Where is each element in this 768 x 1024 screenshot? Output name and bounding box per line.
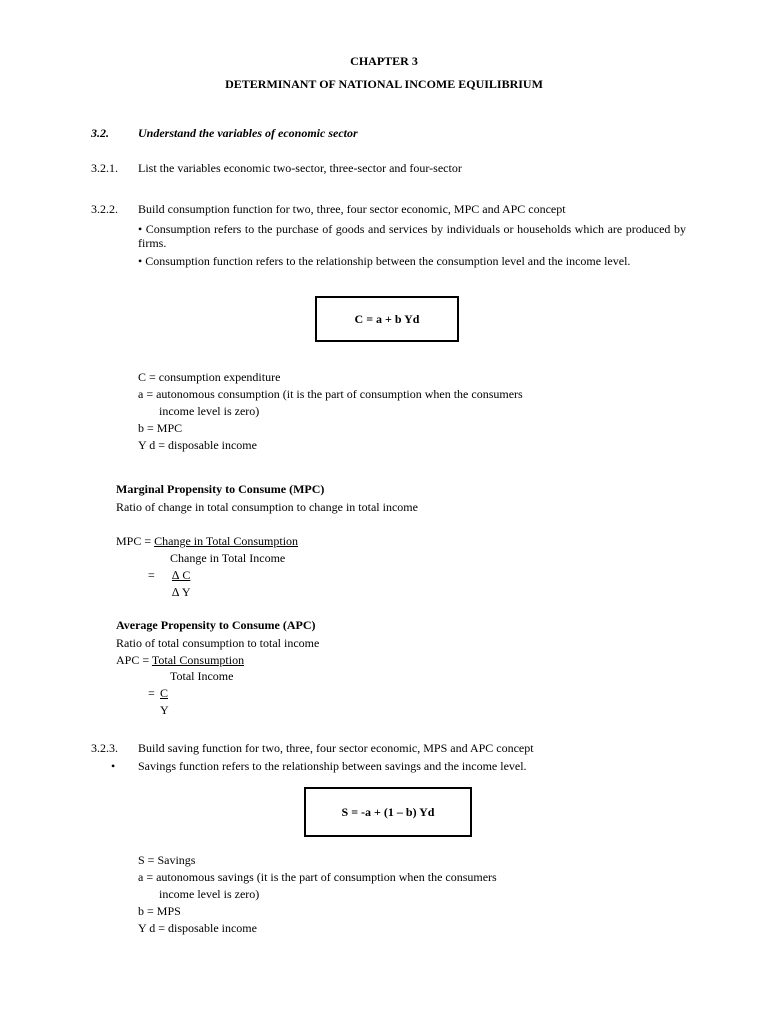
savings-def-yd: Y d = disposable income	[138, 921, 257, 935]
apc-eq-label: APC =	[116, 653, 152, 667]
mpc-delta-y: ∆ Y	[172, 585, 191, 599]
chapter-label: CHAPTER 3	[350, 54, 418, 68]
savings-bullet-text: Savings function refers to the relationship between savings and the income level.	[138, 759, 527, 773]
def-b: b = MPC	[138, 421, 183, 435]
mpc-denominator: Change in Total Income	[170, 551, 286, 565]
apc-description: Ratio of total consumption to total income	[116, 636, 320, 650]
section-title: Understand the variables of economic sector	[138, 126, 358, 140]
subsection-322-text: Build consumption function for two, three, four sector economic, MPC and APC concept	[138, 202, 566, 216]
savings-def-a-line1: a = autonomous savings (it is the part of consumption when the consumers	[138, 870, 497, 884]
mpc-heading: Marginal Propensity to Consume (MPC)	[116, 482, 325, 496]
subsection-321-number: 3.2.1.	[91, 161, 118, 175]
savings-formula: S = -a + (1 – b) Yd	[341, 804, 435, 819]
mpc-delta-c: ∆ C	[172, 568, 191, 582]
apc-equals: =	[148, 686, 155, 700]
apc-numerator: Total Consumption	[151, 653, 245, 667]
def-a-line2: income level is zero)	[159, 404, 260, 418]
apc-denominator: Total Income	[170, 669, 234, 683]
subsection-322-number: 3.2.2.	[91, 202, 118, 216]
subsection-321-text: List the variables economic two-sector, three-sector and four-sector	[138, 161, 462, 175]
chapter-title: DETERMINANT OF NATIONAL INCOME EQUILIBRIUM	[225, 77, 543, 91]
savings-def-s: S = Savings	[138, 853, 196, 867]
consumption-bullet-1: • Consumption refers to the purchase of goods and services by individuals or households which are produced by firms.	[138, 222, 686, 250]
mpc-equation	[116, 534, 298, 548]
def-a-line1: a = autonomous consumption (it is the part of consumption when the consumers	[138, 387, 523, 401]
section-number: 3.2.	[91, 126, 109, 140]
mpc-equals: =	[148, 568, 155, 582]
apc-y: Y	[160, 703, 169, 717]
mpc-numerator: Change in Total Consumption	[154, 534, 299, 548]
consumption-formula: C = a + b Yd	[354, 311, 420, 326]
savings-def-b: b = MPS	[138, 904, 181, 918]
def-c: C = consumption expenditure	[138, 370, 281, 384]
savings-bullet-marker: •	[111, 759, 116, 773]
mpc-eq-label: MPC =	[116, 534, 155, 548]
apc-equation	[116, 653, 244, 667]
subsection-323-text: Build saving function for two, three, four sector economic, MPS and APC concept	[138, 741, 534, 755]
consumption-bullet-2: • Consumption function refers to the relationship between the consumption level and the income level.	[138, 254, 631, 268]
apc-c: C	[160, 686, 169, 700]
consumption-formula-box	[315, 296, 459, 342]
savings-def-a-line2: income level is zero)	[159, 887, 260, 901]
savings-formula-box	[304, 787, 472, 837]
def-yd: Y d = disposable income	[138, 438, 257, 452]
subsection-323-number: 3.2.3.	[91, 741, 118, 755]
apc-heading: Average Propensity to Consume (APC)	[116, 618, 316, 632]
mpc-description: Ratio of change in total consumption to change in total income	[116, 500, 418, 514]
